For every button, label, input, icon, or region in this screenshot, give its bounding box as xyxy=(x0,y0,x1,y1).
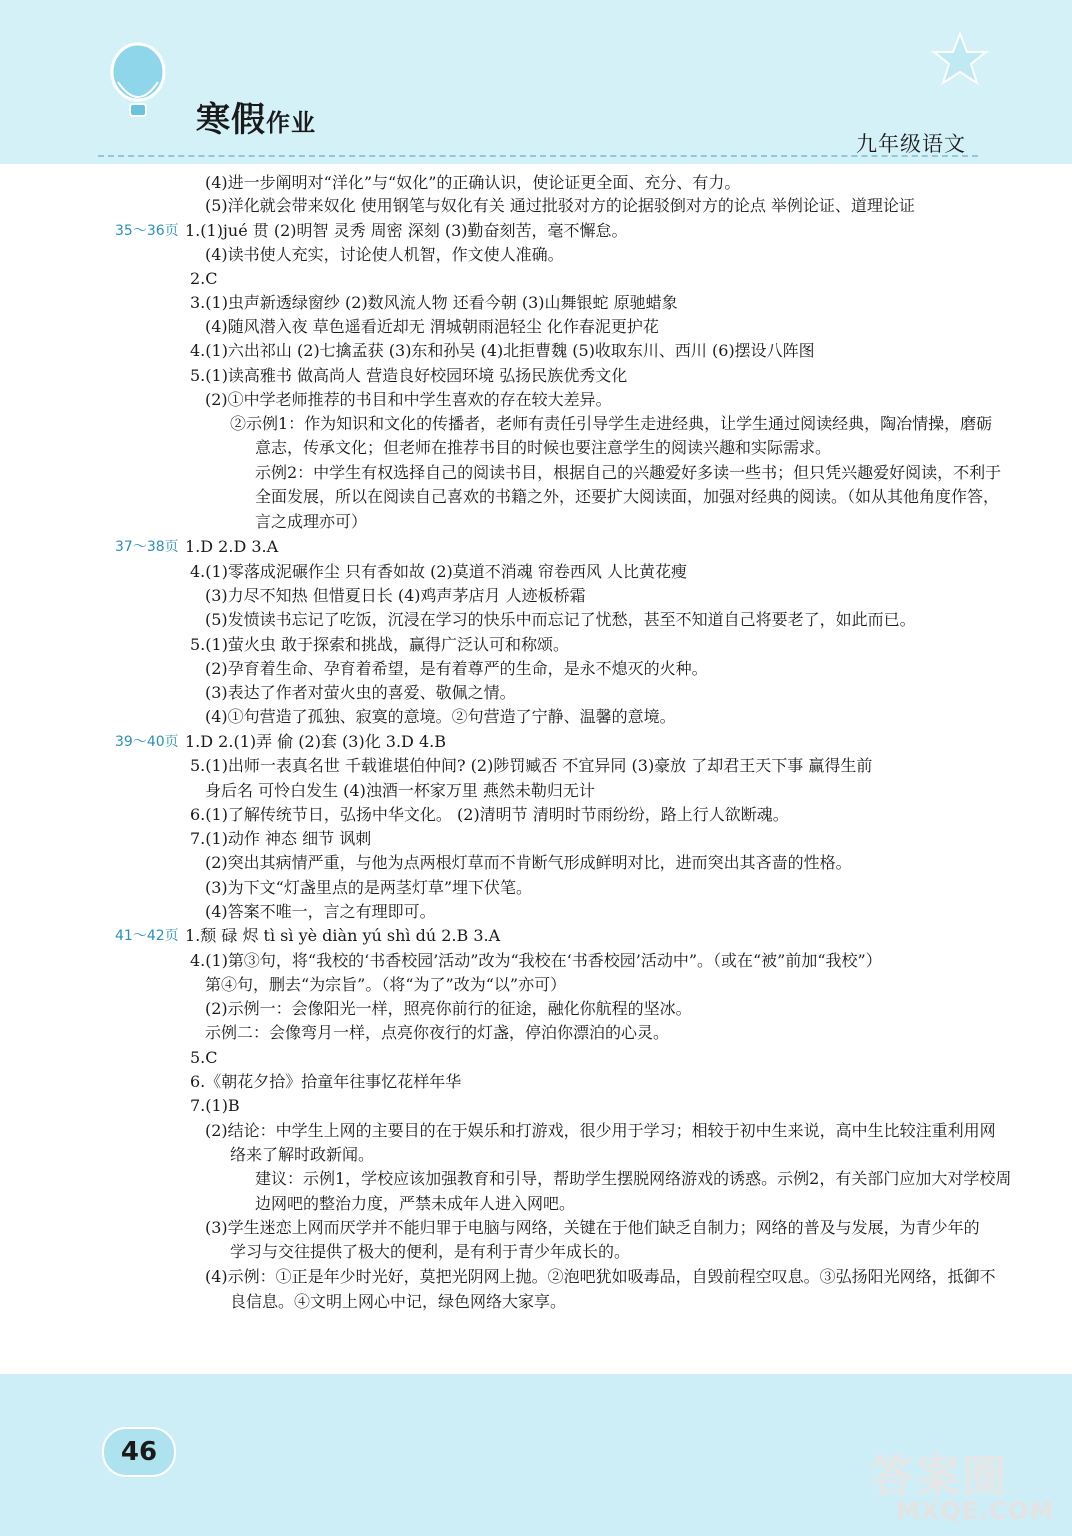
watermark-url: MXQE.COM xyxy=(896,1497,1055,1525)
answer-line: 1.(1)jué 贯 (2)明智 灵秀 周密 深刻 (3)勤奋刻苦，毫不懈怠。 xyxy=(185,221,628,240)
answer-line: 4.(1)六出祁山 (2)七擒孟获 (3)东和孙吴 (4)北拒曹魏 (5)收取东川、西川 (6)摆设八阵图 xyxy=(190,341,815,360)
answer-line: 身后名 可怜白发生 (4)浊酒一杯家万里 燕然未勒归无计 xyxy=(205,781,595,800)
answer-line: 言之成理亦可） xyxy=(255,512,368,531)
answer-line: (4)进一步阐明对“洋化”与“奴化”的正确认识，使论证更全面、充分、有力。 xyxy=(205,173,741,192)
answer-line: (3)为下文“灯盏里点的是两茎灯草”埋下伏笔。 xyxy=(205,878,533,897)
page-number: 46 xyxy=(102,1427,176,1477)
answer-line: 边网吧的整治力度，严禁未成年人进入网吧。 xyxy=(255,1194,576,1213)
answer-line: 5.(1)萤火虫 敢于探索和挑战，赢得广泛认可和称颂。 xyxy=(190,635,570,654)
answer-line: 2.C xyxy=(190,269,218,288)
answer-line: 络来了解时政新闻。 xyxy=(230,1145,375,1164)
answer-line: (2)突出其病情严重，与他为点两根灯草而不肯断气形成鲜明对比，进而突出其吝啬的性格。 xyxy=(205,853,852,872)
page-range-label: 35～36页 xyxy=(115,223,179,239)
answer-line: (4)读书使人充实，讨论使人机智，作文使人准确。 xyxy=(205,245,564,264)
answer-line: 4.(1)零落成泥碾作尘 只有香如故 (2)莫道不消魂 帘卷西风 人比黄花瘦 xyxy=(190,562,687,581)
answer-line: 1.D 2.D 3.A xyxy=(185,537,279,556)
answer-line: (2)结论：中学生上网的主要目的在于娱乐和打游戏，很少用于学习；相较于初中生来说，高中生比较注重利用网 xyxy=(205,1121,996,1140)
answer-line: 1.颓 碌 烬 tì sì yè diàn yú shì dú 2.B 3.A xyxy=(185,926,501,945)
answer-line: (4)答案不唯一，言之有理即可。 xyxy=(205,902,436,921)
answer-line: 6.《朝花夕拾》拾童年往事忆花样年华 xyxy=(190,1072,462,1091)
page-header xyxy=(0,0,1072,160)
answer-line: 5.(1)读高雅书 做高尚人 营造良好校园环境 弘扬民族优秀文化 xyxy=(190,366,628,385)
answer-line: (4)示例：①正是年少时光好，莫把光阴网上抛。②泡吧犹如吸毒品，自毁前程空叹息。③弘扬阳光网络，抵御不 xyxy=(205,1267,996,1286)
header-divider xyxy=(98,155,978,157)
answer-line: 7.(1)动作 神态 细节 讽刺 xyxy=(190,829,372,848)
answer-line: 第④句，删去“为宗旨”。（将“为了”改为“以”亦可） xyxy=(205,975,567,994)
answer-line: 建议：示例1，学校应该加强教育和引导，帮助学生摆脱网络游戏的诱惑。示例2，有关部门应加大对学校周 xyxy=(255,1169,1012,1188)
answer-line: (3)学生迷恋上网而厌学并不能归罪于电脑与网络，关键在于他们缺乏自制力；网络的普及与发展，为青少年的 xyxy=(205,1218,980,1237)
answer-line: 6.(1)了解传统节日，弘扬中华文化。 (2)清明节 清明时节雨纷纷，路上行人欲断魂。 xyxy=(190,805,789,824)
answer-line: 示例2：中学生有权选择自己的阅读书目，根据自己的兴趣爱好多读一些书；但只凭兴趣爱好阅读，不利于 xyxy=(255,463,1002,482)
grade-subject: 九年级语文 xyxy=(856,132,966,156)
answer-line: 意志，传承文化；但老师在推荐书目的时候也要注意学生的阅读兴趣和实际需求。 xyxy=(255,438,832,457)
page-range-label: 37～38页 xyxy=(115,539,179,555)
answer-line: (2)孕育着生命、孕育着希望，是有着尊严的生命，是永不熄灭的火种。 xyxy=(205,659,708,678)
answer-line: 1.D 2.(1)弄 偷 (2)套 (3)化 3.D 4.B xyxy=(185,732,446,751)
answer-line: (4)随风潜入夜 草色遥看近却无 渭城朝雨浥轻尘 化作春泥更护花 xyxy=(205,317,659,336)
answer-line: (2)示例一：会像阳光一样，照亮你前行的征途，融化你航程的坚冰。 xyxy=(205,999,692,1018)
page-range-label: 39～40页 xyxy=(115,734,179,750)
hot-air-balloon-icon xyxy=(98,42,178,122)
answer-line: (5)发愤读书忘记了吃饭，沉浸在学习的快乐中而忘记了忧愁，甚至不知道自己将要老了，如此而已。 xyxy=(205,610,916,629)
answer-line: 5.C xyxy=(190,1048,218,1067)
answer-line: 良信息。④文明上网心中记，绿色网络大家享。 xyxy=(230,1292,567,1311)
answer-line: (3)表达了作者对萤火虫的喜爱、敬佩之情。 xyxy=(205,683,516,702)
series-title-main: 寒假 xyxy=(196,100,266,140)
answer-line: ②示例1：作为知识和文化的传播者，老师有责任引导学生走进经典，让学生通过阅读经典，陶冶情操，磨砺 xyxy=(230,414,993,433)
series-title xyxy=(196,92,316,141)
answer-line: (3)力尽不知热 但惜夏日长 (4)鸡声茅店月 人迹板桥霜 xyxy=(205,586,586,605)
answer-line: 示例二：会像弯月一样，点亮你夜行的灯盏，停泊你漂泊的心灵。 xyxy=(205,1023,670,1042)
answer-line: 5.(1)出师一表真名世 千载谁堪伯仲间? (2)陟罚臧否 不宜异同 (3)豪放 了却君王天下事 赢得生前 xyxy=(190,756,873,775)
answer-line: 3.(1)虫声新透绿窗纱 (2)数风流人物 还看今朝 (3)山舞银蛇 原驰蜡象 xyxy=(190,293,678,312)
answer-line: 全面发展，所以在阅读自己喜欢的书籍之外，还要扩大阅读面，加强对经典的阅读。（如从其他角度作答， xyxy=(255,487,1000,506)
answer-line: (2)①中学老师推荐的书目和中学生喜欢的存在较大差异。 xyxy=(205,390,612,409)
answer-line: 学习与交往提供了极大的便利，是有利于青少年成长的。 xyxy=(230,1242,631,1261)
answer-line: (4)①句营造了孤独、寂寞的意境。②句营造了宁静、温馨的意境。 xyxy=(205,707,676,726)
watermark-logo: 答案圈 xyxy=(870,1451,1008,1502)
answer-line: 7.(1)B xyxy=(190,1096,240,1115)
answer-content xyxy=(0,164,1072,1374)
page-range-label: 41～42页 xyxy=(115,928,179,944)
series-title-sub: 作业 xyxy=(266,109,316,137)
answer-line: (5)洋化就会带来奴化 使用钢笔与奴化有关 通过批驳对方的论据驳倒对方的论点 举例论证、道理论证 xyxy=(205,196,915,215)
star-icon xyxy=(930,30,990,90)
answer-line: 4.(1)第③句，将“我校的‘书香校园’活动”改为“我校在‘书香校园’活动中”。（或在“被”前加“我校”） xyxy=(190,951,882,970)
